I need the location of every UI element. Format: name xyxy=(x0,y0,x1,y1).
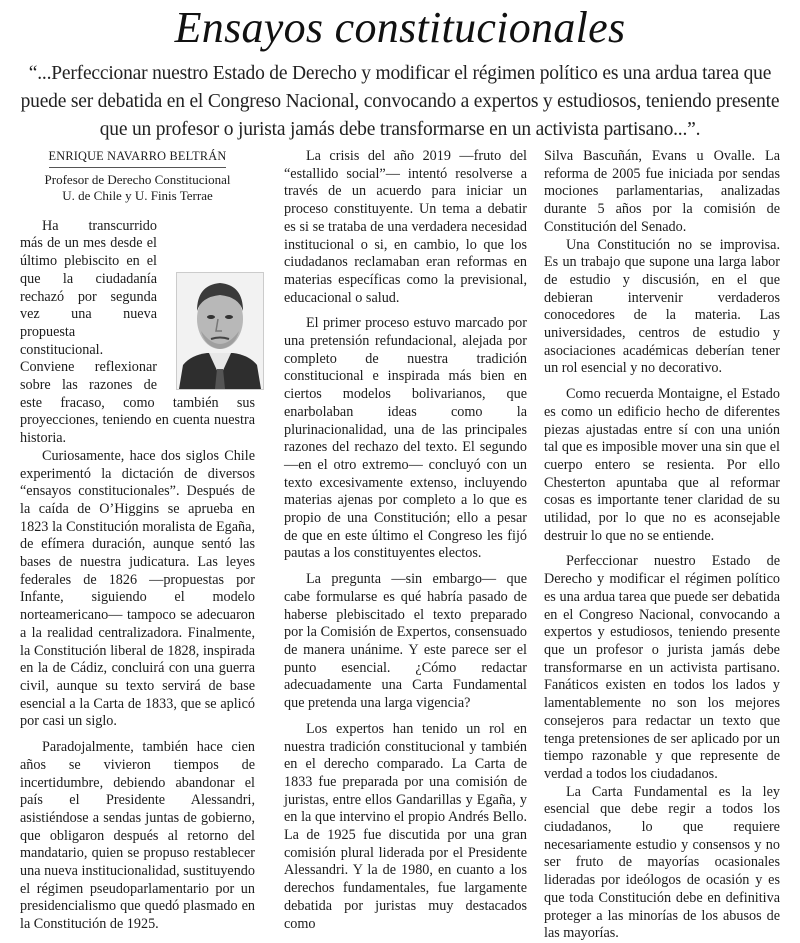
paragraph: La Carta Fundamental es la ley esencial que debe regir a todos los ciudadanos, lo que requiere necesariamente estudio y consensos y no ser fruto de mayorías ocasionales lideradas por ideólogos de ocasión y es que toda Constitución debe en definitiva proteger a las minorías de los abusos de las mayorías. xyxy=(544,783,780,942)
paragraph: Una Constitución no se improvisa. Es un trabajo que supone una larga labor de estudio y discusión, en el que debieran intervenir verdaderos conocedores de la materia. Las universidades, centros de estudio y asociaciones académicas deberían tener un rol esencial y no decorativo. xyxy=(544,236,780,377)
paragraph: Paradojalmente, también hace cien años se vivieron tiempos de incertidumbre, debiendo abandonar el país el Presidente Alessandri, asistiéndose a sendas juntas de gobierno, que obligaron después al retorno del mandatario, quien se propuso restablecer una nueva institucionalidad, sustituyendo el régimen pseudoparlamentario por un presidencialismo que quedó plasmado en la Constitución de 1925. xyxy=(20,739,255,933)
author-name: ENRIQUE NAVARRO BELTRÁN xyxy=(49,148,227,168)
column-2 xyxy=(284,148,527,933)
paragraph: Perfeccionar nuestro Estado de Derecho y modificar el régimen político es una ardua tarea que puede ser debatida en el Congreso Nacional, convocando a expertos y estudiosos, teniendo presente que un profesor o jurista jamás debe transformarse en un activista partisano. Fanáticos existen en todos los lados y lamentablemente no son los mejores consejeros para redactar un texto que tenga pretensiones de ser aplicado por un tiempo razonable y que represente de verdad a todos los ciudadanos. xyxy=(544,553,780,782)
paragraph: Como recuerda Montaigne, el Estado es como un edificio hecho de diferentes piezas ajustadas entre sí con una unión tal que es imposible mover una sin que el cuerpo entero se resienta. Por ello Chesterton apuntaba que al reformar cosas es importante tener claridad de su utilidad, por lo que no es aconsejable destruir lo que no se entiende. xyxy=(544,386,780,544)
paragraph: Los expertos han tenido un rol en nuestra tradición constitucional y también en el derecho comparado. La Carta de 1833 fue preparada por una comisión de juristas, entre ellos Gandarillas y Egaña, y en la que intervino el propio Andrés Bello. La de 1925 fue discutida por una gran comisión plural liderada por el Presidente Alessandri. Y la de 1980, en cuanto a los derechos fundamentales, fue largamente debatida por juristas muy destacados como xyxy=(284,720,527,932)
column-3 xyxy=(544,148,780,943)
author-affiliation: U. de Chile y U. Finis Terrae xyxy=(62,187,213,203)
paragraph: Curiosamente, hace dos siglos Chile experimentó la dictación de diversos “ensayos constitucionales”. Después de la caída de O’Higgins se aprueba en 1823 la Constitución moralista de Egaña, de efímera duración, aunque sentó las bases de nuestra judicatura. Las leyes federales de 1826 —propuestas por Infante, siguiendo el modelo norteamericano— tampoco se adecuaron a la realidad centralizadora. Finalmente, la Constitución liberal de 1828, inspirada en la de Cádiz, concluirá con una guerra civil, aunque su texto servirá de base esencial a la Carta de 1833, que se aplicó por casi un siglo. xyxy=(20,447,255,730)
author-role: Profesor de Derecho Constitucional xyxy=(44,171,231,187)
column-1 xyxy=(20,148,255,934)
article-title: Ensayos constitucionales xyxy=(174,3,626,52)
paragraph: Silva Bascuñán, Evans u Ovalle. La reforma de 2005 fue iniciada por sendas mociones parlamentarias, analizadas durante 5 años por la comisión de Constitución del Senado. xyxy=(544,148,780,235)
paragraph: La crisis del año 2019 —fruto del “estallido social”— intentó resolverse a través de un acuerdo para iniciar un proceso constituyente. Un tema a debatir es si se trataba de una verdadera necesidad institucional o si, en cambio, lo que los ciudadanos reclamaban eran reformas en materias específicas como la previsional, educacional o salud. xyxy=(284,148,527,306)
portrait-icon xyxy=(177,273,263,389)
paragraph-text: Ha transcurrido más de un mes desde el último plebiscito en el que la ciudadanía rechazó por segunda vez una nueva propuesta constitucional. Conviene reflexionar sobre las razones de este fracaso, como también sus proyecciones, teniendo en cuenta nuestra historia. xyxy=(20,217,255,447)
pull-quote: “...Perfeccionar nuestro Estado de Derecho y modificar el régimen político es una ardua tarea que puede ser debatida en el Congreso Nacional, convocando a expertos y estudiosos, teniendo presente que un profesor o jurista jamás debe transformarse en un activista partisano...”. xyxy=(20,63,780,140)
paragraph: El primer proceso estuvo marcado por una pretensión refundacional, alejada por completo de nuestra tradición constitucional e inspirada más bien en ciertos modelos bolivarianos, que enarbolaban ideas como la plurinacionalidad, una de las principales razones del rechazo del texto. El segundo —en el otro extremo— concluyó con un texto excesivamente extenso, incluyendo materias ajenas por completo a lo que es propio de una Constitución; ello a pesar de que en este último el Congreso les fijó pautas a los constituyentes electos. xyxy=(284,315,527,562)
author-photo xyxy=(176,272,264,390)
paragraph: La pregunta —sin embargo— que cabe formularse es qué habría pasado de haberse plebiscitado el texto preparado por la Comisión de Expertos, consensuado de manera unánime. Y este parece ser el punto esencial. ¿Cómo redactar adecuadamente una Carta Fundamental que pretenda una larga vigencia? xyxy=(284,571,527,712)
byline xyxy=(20,148,255,204)
